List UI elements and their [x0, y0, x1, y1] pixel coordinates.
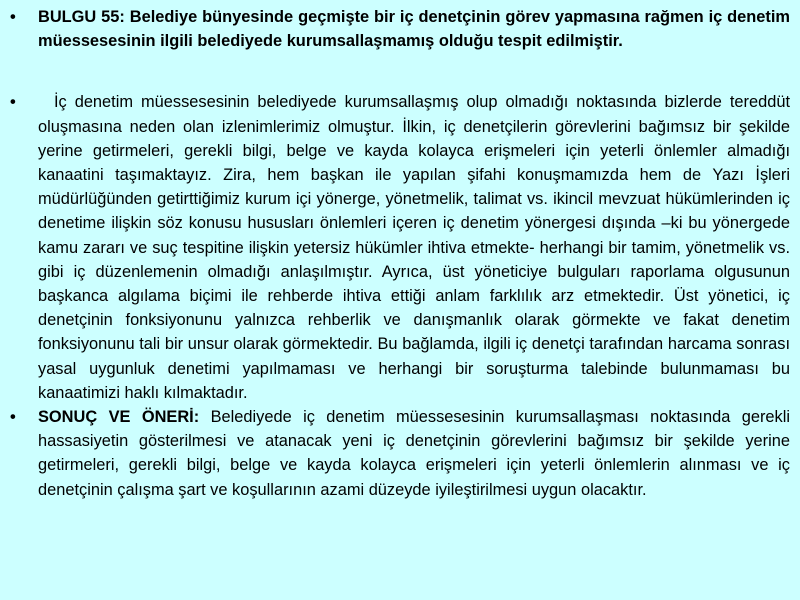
finding-item [10, 5, 790, 53]
explanation-text: İç denetim müessesesinin belediyede kurumsallaşmış olup olmadığı noktasında bizlerde tereddüt oluşmasına neden olan izlenimlerimiz olmuştur. İlkin, iç denetçilerin görevlerini bağımsız bir şekilde yerine getirmeleri, gerekli bilgi, belge ve kayda kolayca erişmeleri için yeterli önlemler almadığı kanaatini taşımaktayız. Zira, hem başkan ile yapılan şifahi konuşmamızda hem de Yazı İşleri müdürlüğünden getirttiğimiz kurum içi yönerge, yönetmelik, talimat vs. ikincil mevzuat hükümlerinden iç denetime ilişkin söz konusu hususları önlemleri içeren iç denetim yönergesi dışında –ki bu yönergede kamu zararı ve suç tespitine ilişkin yetersiz hükümler ihtiva etmekte- herhangi bir tamim, yönetmelik vs. gibi iç düzenlemenin olmadığı anlaşılmıştır. Ayrıca, üst yöneticiye bulguları raporlama olgusunun başkanca algılama biçimi ile rehberde ihtiva ettiği anlam farklılık arz etmektedir. Üst yönetici, iç denetçinin fonksiyonunu yalnızca rehberlik ve danışmanlık olarak görmekte ve fakat denetim fonksiyonunu tali bir unsur olarak görmektedir. Bu bağlamda, ilgili iç denetçi tarafından harcama sonrası yasal uygunluk denetimi yapılmaması ve herhangi bir soruşturma talebinde bulunmaması bu kanaatimizi haklı kılmaktadır. [38, 93, 795, 402]
bullet-icon: • [10, 408, 16, 427]
explanation-item [10, 90, 795, 405]
spacer [10, 53, 790, 90]
bullet-icon: • [10, 8, 16, 26]
bullet-icon: • [10, 93, 16, 112]
finding-label: BULGU 55: [38, 8, 125, 26]
conclusion-label: SONUÇ VE ÖNERİ: [38, 408, 200, 427]
conclusion-item [10, 405, 790, 502]
conclusion-text: Belediyede iç denetim müessesesinin kurumsallaşması noktasında gerekli hassasiyetin gösterilmesi ve atanacak yeni iç denetçinin görevlerini bağımsız bir şekilde yerine getirmeleri, gerekli bilgi, belge ve kayda kolayca erişmeleri için yeterli önlemlerin alınması ve iç denetçinin çalışma şart ve koşullarının azami düzeyde iyileştirilmesi uygun olacaktır. [38, 408, 790, 499]
finding-text: Belediye bünyesinde geçmişte bir iç denetçinin görev yapmasına rağmen iç denetim müessesesinin ilgili belediyede kurumsallaşmamış olduğu tespit edilmiştir. [38, 8, 791, 51]
